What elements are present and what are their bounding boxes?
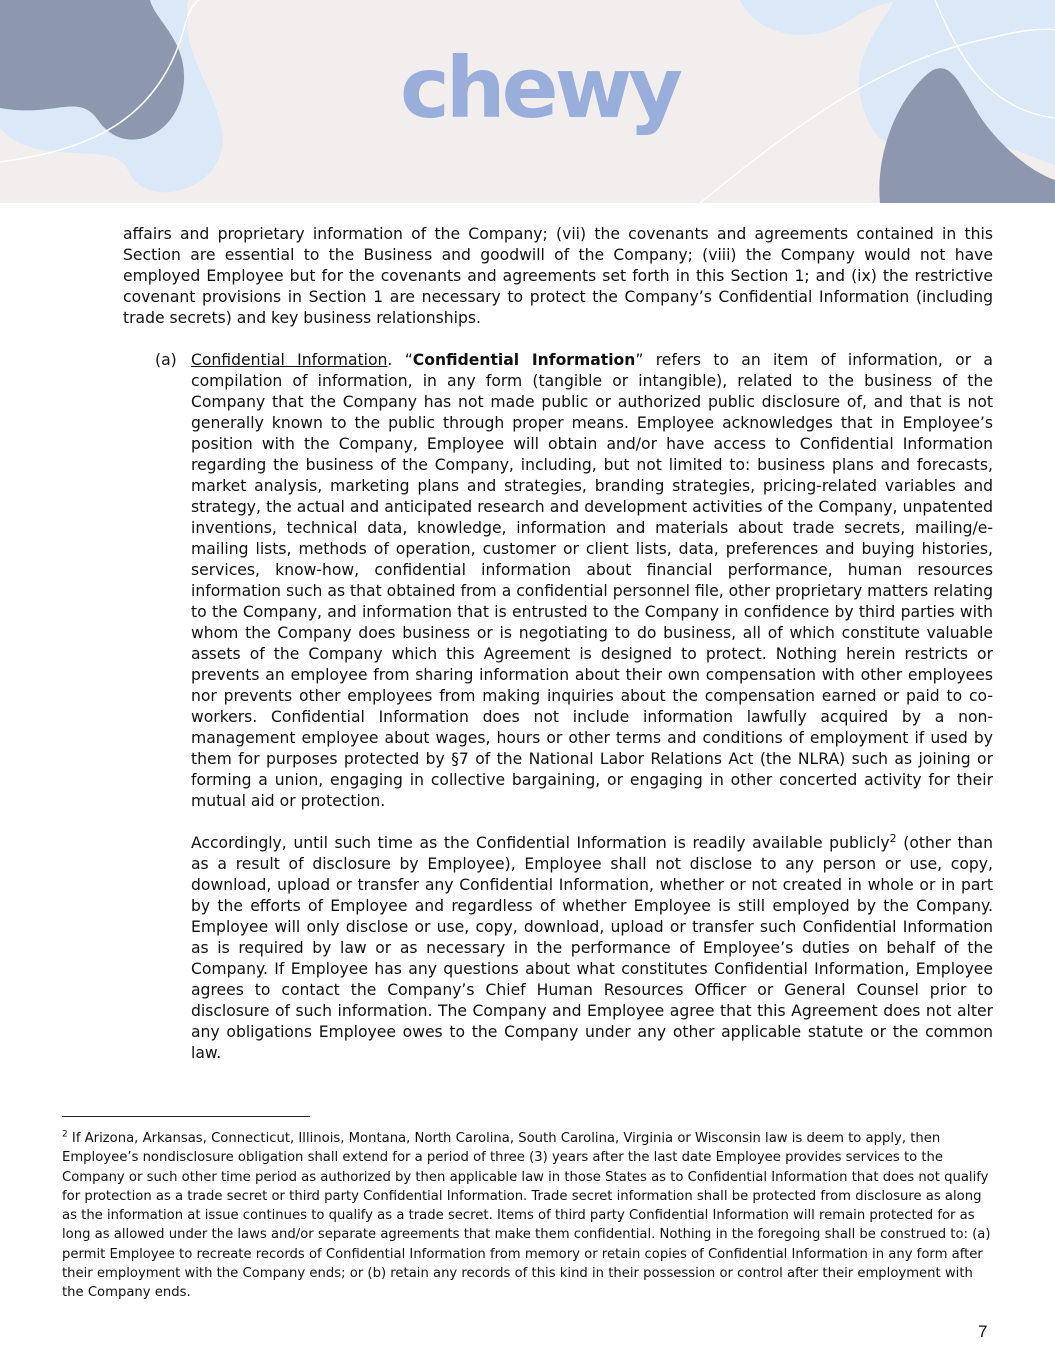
- footnote-reference[interactable]: 2: [889, 831, 897, 845]
- para2-text-end: (other than as a result of disclosure by Employee), Employee shall not disclose to any person or use, copy, download, upload or transfer any Confidential Information, whether or not created in whole or in part by the efforts of Employee and regardless of whether Employee is still employed by the Company. Employee will only disclose or use, copy, download, upload or transfer such Confidential Information as is required by law or as necessary in the performance of Employee’s duties on behalf of the Company. If Employee has any questions about what constitutes Confidential Information, Employee agrees to contact the Company’s Chief Human Resources Officer or General Counsel prior to disclosure of such information. The Company and Employee agree that this Agreement does not alter any obligations Employee owes to the Company under any other applicable statute or the common law.: [191, 834, 993, 1062]
- clause-a: [123, 350, 993, 1064]
- footnote-text: If Arizona, Arkansas, Connecticut, Illinois, Montana, North Carolina, South Carolina, Virginia or Wisconsin law is deem to apply, then Employee’s nondisclosure obligation shall extend for a period of three (3) years after the last date Employee provides services to the Company or such other time period as authorized by then applicable law in those States as to Confidential Information that does not qualify for protection as a trade secret or third party Confidential Information. Trade secret information shall be protected from disclosure as along as the information at issue continues to qualify as a trade secret. Items of third party Confidential Information will remain protected for as long as allowed under the laws and/or separate agreements that make them confidential. Nothing in the foregoing shall be construed to: (a) permit Employee to recreate records of Confidential Information from memory or retain copies of Confidential Information in any form after their employment with the Company ends; or (b) retain any records of this kind in their possession or control after their employment with the Company ends.: [62, 1131, 991, 1301]
- clause-a-definition: ” refers to an item of information, or a compilation of information, in any form (tangible or intangible), related to the business of the Company that the Company has not made public or authorized public disclosure of, and that is not generally known to the public through proper means. Employee acknowledges that in Employee’s position with the Company, Employee will obtain and/or have access to Confidential Information regarding the business of the Company, including, but not limited to: business plans and forecasts, market analysis, marketing plans and strategies, branding strategies, pricing-related variables and strategy, the actual and anticipated research and development activities of the Company, unpatented inventions, technical data, knowledge, information and materials about trade secrets, mailing/e-mailing lists, methods of operation, customer or client lists, data, preferences and buying histories, services, know-how, confidential information about financial performance, human resources information such as that obtained from a confidential personnel file, other proprietary matters relating to the Company, and information that is entrusted to the Company in confidence by third parties with whom the Company does business or is negotiating to do business, all of which constitute valuable assets of the Company which this Agreement is designed to protect. Nothing herein restricts or prevents an employee from sharing information about their own compensation with other employees nor prevents other employees from making inquiries about the compensation earned or paid to co-workers. Confidential Information does not include information lawfully acquired by a non-management employee about wages, hours or other terms and conditions of employment if used by them for purposes protected by §7 of the National Labor Relations Act (the NLRA) such as joining or forming a union, engaging in collective bargaining, or engaging in other concerted activity for their mutual aid or protection.: [191, 351, 993, 810]
- page-header-banner: [0, 0, 1055, 203]
- footnote: [62, 1129, 993, 1303]
- clause-heading-period: .: [387, 351, 393, 369]
- footnote-number: 2: [62, 1129, 68, 1140]
- open-quote: “: [392, 351, 413, 369]
- clause-a-paragraph-1: [191, 350, 993, 812]
- clause-heading: Confidential Information: [191, 351, 388, 369]
- defined-term: Confidential Information: [412, 351, 636, 369]
- chewy-logo: chewy: [400, 39, 679, 137]
- clause-a-paragraph-2: [191, 833, 993, 1064]
- intro-paragraph: affairs and proprietary information of the Company; (vii) the covenants and agreements contained in this Section are essential to the Business and goodwill of the Company; (viii) the Company would not have employed Employee but for the covenants and agreements set forth in this Section 1; and (ix) the restrictive covenant provisions in Section 1 are necessary to protect the Company’s Confidential Information (including trade secrets) and key business relationships.: [123, 225, 993, 327]
- page-number: 7: [978, 1322, 988, 1341]
- para2-text-start: Accordingly, until such time as the Confidential Information is readily available publicly: [191, 834, 890, 852]
- document-body: [123, 224, 993, 1064]
- clause-label: (a): [155, 351, 177, 369]
- footnote-divider: [62, 1116, 310, 1117]
